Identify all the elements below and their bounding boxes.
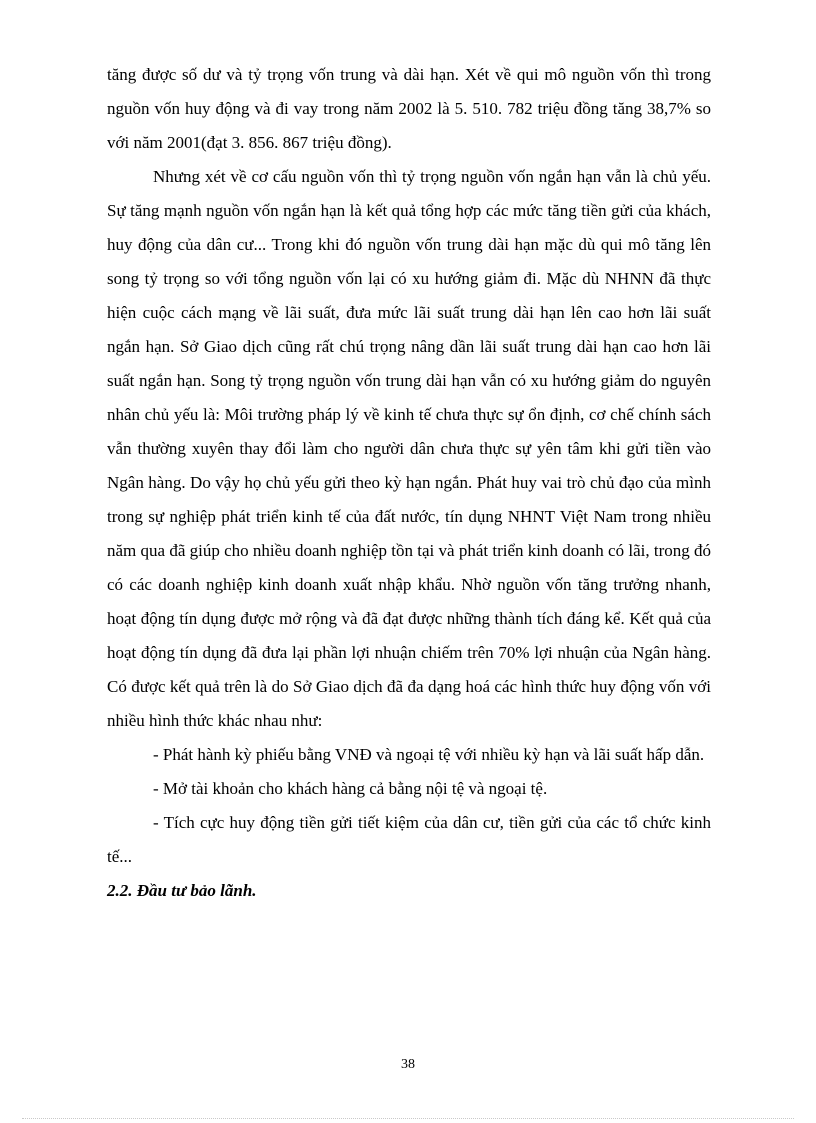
list-item-issue-promissory-notes: - Phát hành kỳ phiếu bằng VNĐ và ngoại tệ với nhiều kỳ hạn và lãi suất hấp dẫn. (153, 745, 705, 764)
paragraph-capital-scale: tăng được số dư và tỷ trọng vốn trung và dài hạn. Xét về qui mô nguồn vốn thì trong nguồn vốn huy động và đi vay trong năm 2002 là 5. 510. 782 triệu đồng tăng 38,7% so với năm 2001(đạt 3. 856. 867 triệu đồng). (107, 65, 711, 152)
document-body (107, 58, 711, 908)
list-item-mobilize-deposits: - Tích cực huy động tiền gửi tiết kiệm của dân cư, tiền gửi của các tổ chức kinh tế... (107, 813, 711, 866)
list-item-open-accounts: - Mở tài khoản cho khách hàng cả bằng nội tệ và ngoại tệ. (153, 779, 548, 798)
section-heading: 2.2. Đầu tư bảo lãnh. (107, 881, 257, 900)
page-bottom-divider (22, 1118, 794, 1119)
paragraph-capital-structure: Nhưng xét về cơ cấu nguồn vốn thì tỷ trọng nguồn vốn ngắn hạn vẫn là chủ yếu. Sự tăng mạnh nguồn vốn ngắn hạn là kết quả tổng hợp các mức tăng tiền gửi của khách, huy động của dân cư... Trong khi đó nguồn vốn trung dài hạn mặc dù qui mô tăng lên song tỷ trọng so với tổng nguồn vốn lại có xu hướng giảm đi. Mặc dù NHNN đã thực hiện cuộc cách mạng về lãi suất, đưa mức lãi suất trung dài hạn lên cao hơn lãi suất ngắn hạn. Sở Giao dịch cũng rất chú trọng nâng dần lãi suất trung dài hạn cao hơn lãi suất ngắn hạn. Song tỷ trọng nguồn vốn trung dài hạn vẫn có xu hướng giảm do nguyên nhân chủ yếu là: Môi trường pháp lý về kinh tế chưa thực sự ổn định, cơ chế chính sách vẫn thường xuyên thay đổi làm cho người dân chưa thực sự yên tâm khi gửi tiền vào Ngân hàng. Do vậy họ chủ yếu gửi theo kỳ hạn ngắn. Phát huy vai trò chủ đạo của mình trong sự nghiệp phát triển kinh tế của đất nước, tín dụng NHNT Việt Nam trong nhiều năm qua đã giúp cho nhiều doanh nghiệp tồn tại và phát triển kinh doanh có lãi, trong đó có các doanh nghiệp kinh doanh xuất nhập khẩu. Nhờ nguồn vốn tăng trưởng nhanh, hoạt động tín dụng được mở rộng và đã đạt được những thành tích đáng kể. Kết quả của hoạt động tín dụng đã đưa lại phần lợi nhuận chiếm trên 70% lợi nhuận của Ngân hàng. Có được kết quả trên là do Sở Giao dịch đã đa dạng hoá các hình thức huy động vốn với nhiều hình thức khác nhau như: (107, 167, 711, 730)
page-number: 38 (401, 1057, 415, 1072)
